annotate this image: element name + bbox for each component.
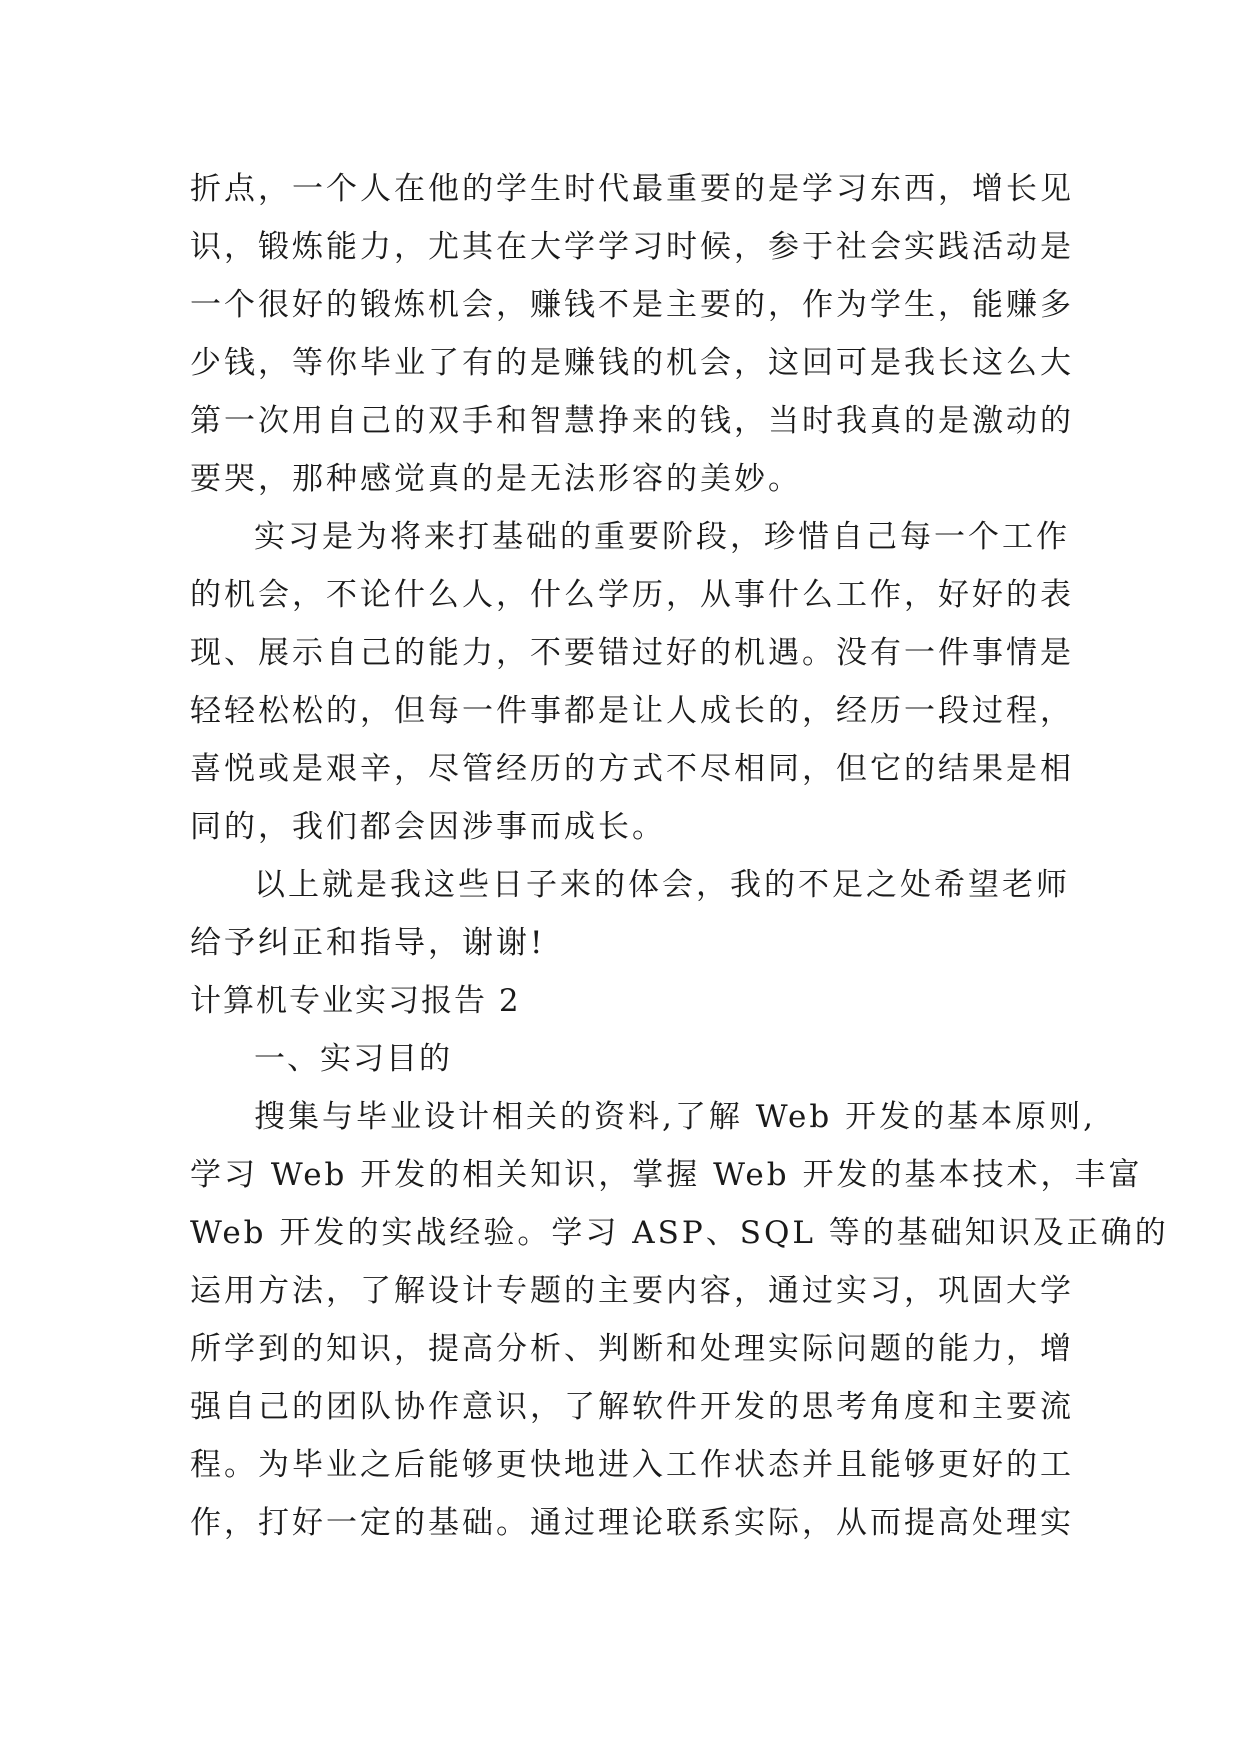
subsection-heading: 一、实习目的	[254, 1041, 452, 1077]
paragraph-first-line: 搜集与毕业设计相关的资料,了解 Web 开发的基本原则,	[254, 1099, 1096, 1135]
body-text-line: 折点，一个人在他的学生时代最重要的是学习东西，增长见	[190, 171, 1074, 207]
body-text-line: 所学到的知识，提高分析、判断和处理实际问题的能力，增	[190, 1331, 1074, 1367]
paragraph-first-line: 实习是为将来打基础的重要阶段，珍惜自己每一个工作	[254, 519, 1070, 555]
body-text-line: Web 开发的实战经验。学习 ASP、SQL 等的基础知识及正确的	[190, 1215, 1169, 1251]
body-text-line: 识，锻炼能力，尤其在大学学习时候，参于社会实践活动是	[190, 229, 1074, 265]
body-text-line: 作，打好一定的基础。通过理论联系实际，从而提高处理实	[190, 1505, 1074, 1541]
body-text-line: 程。为毕业之后能够更快地进入工作状态并且能够更好的工	[190, 1447, 1074, 1483]
body-text-line: 给予纠正和指导，谢谢!	[190, 925, 546, 961]
body-text-line: 一个很好的锻炼机会，赚钱不是主要的，作为学生，能赚多	[190, 287, 1074, 323]
body-text-line: 轻轻松松的，但每一件事都是让人成长的，经历一段过程，	[190, 693, 1074, 729]
body-text-line: 同的，我们都会因涉事而成长。	[190, 809, 666, 845]
body-text-line: 强自己的团队协作意识，了解软件开发的思考角度和主要流	[190, 1389, 1074, 1425]
body-text-line: 运用方法，了解设计专题的主要内容，通过实习，巩固大学	[190, 1273, 1074, 1309]
body-text-line: 少钱，等你毕业了有的是赚钱的机会，这回可是我长这么大	[190, 345, 1074, 381]
section-title: 计算机专业实习报告 2	[190, 983, 521, 1019]
document-page	[190, 160, 1169, 1552]
body-text-line: 现、展示自己的能力，不要错过好的机遇。没有一件事情是	[190, 635, 1074, 671]
paragraph-first-line: 以上就是我这些日子来的体会，我的不足之处希望老师	[254, 867, 1070, 903]
body-text-line: 第一次用自己的双手和智慧挣来的钱，当时我真的是激动的	[190, 403, 1074, 439]
body-text-line: 喜悦或是艰辛，尽管经历的方式不尽相同，但它的结果是相	[190, 751, 1074, 787]
body-text-line: 要哭，那种感觉真的是无法形容的美妙。	[190, 461, 802, 497]
body-text-line: 学习 Web 开发的相关知识，掌握 Web 开发的基本技术，丰富	[190, 1157, 1143, 1193]
body-text-line: 的机会，不论什么人，什么学历，从事什么工作，好好的表	[190, 577, 1074, 613]
